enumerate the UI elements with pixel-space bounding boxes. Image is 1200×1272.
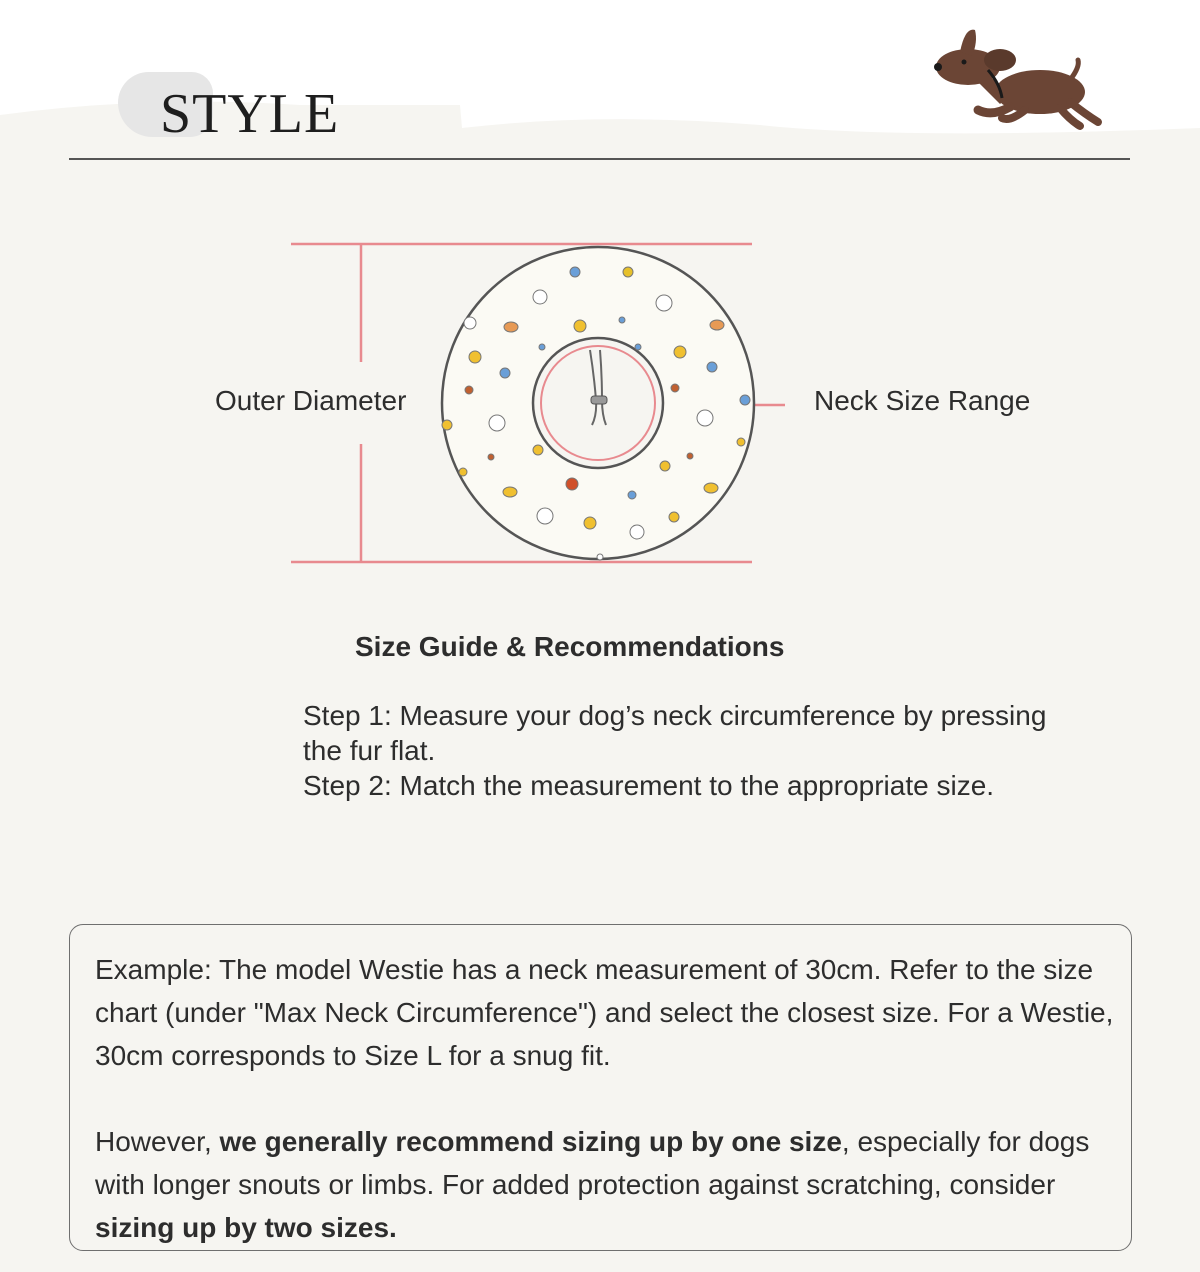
example-text [95, 948, 1125, 1249]
cone-collar-icon [442, 247, 754, 560]
recommendation-text-1: However, [95, 1126, 220, 1157]
recommendation-emphasis-2: sizing up by two sizes. [95, 1212, 397, 1243]
step-1-text: Step 1: Measure your dog’s neck circumference by pressing the fur flat. [303, 700, 1047, 766]
size-guide-title: Size Guide & Recommendations [355, 631, 785, 662]
step-2-text: Step 2: Match the measurement to the appropriate size. [303, 770, 995, 801]
example-paragraph: Example: The model Westie has a neck measurement of 30cm. Refer to the size chart (under "Max Neck Circumference") and select the closest size. For a Westie, 30cm corresponds to Size L for a snug fit. [95, 954, 1114, 1071]
running-dachshund-icon [930, 22, 1105, 137]
recommendation-text-2: , especially for dogs with longer snouts or limbs. For added protection against scratching, consider [95, 1126, 1090, 1200]
recommendation-emphasis-1: we generally recommend sizing up by one size [219, 1126, 842, 1157]
size-guide-steps [303, 698, 1083, 803]
neck-size-range-label: Neck Size Range [814, 385, 1031, 416]
recommendation-paragraph [95, 1120, 1125, 1249]
outer-diameter-label: Outer Diameter [215, 385, 407, 416]
page-title: STYLE [160, 83, 340, 145]
title-divider [69, 158, 1130, 160]
